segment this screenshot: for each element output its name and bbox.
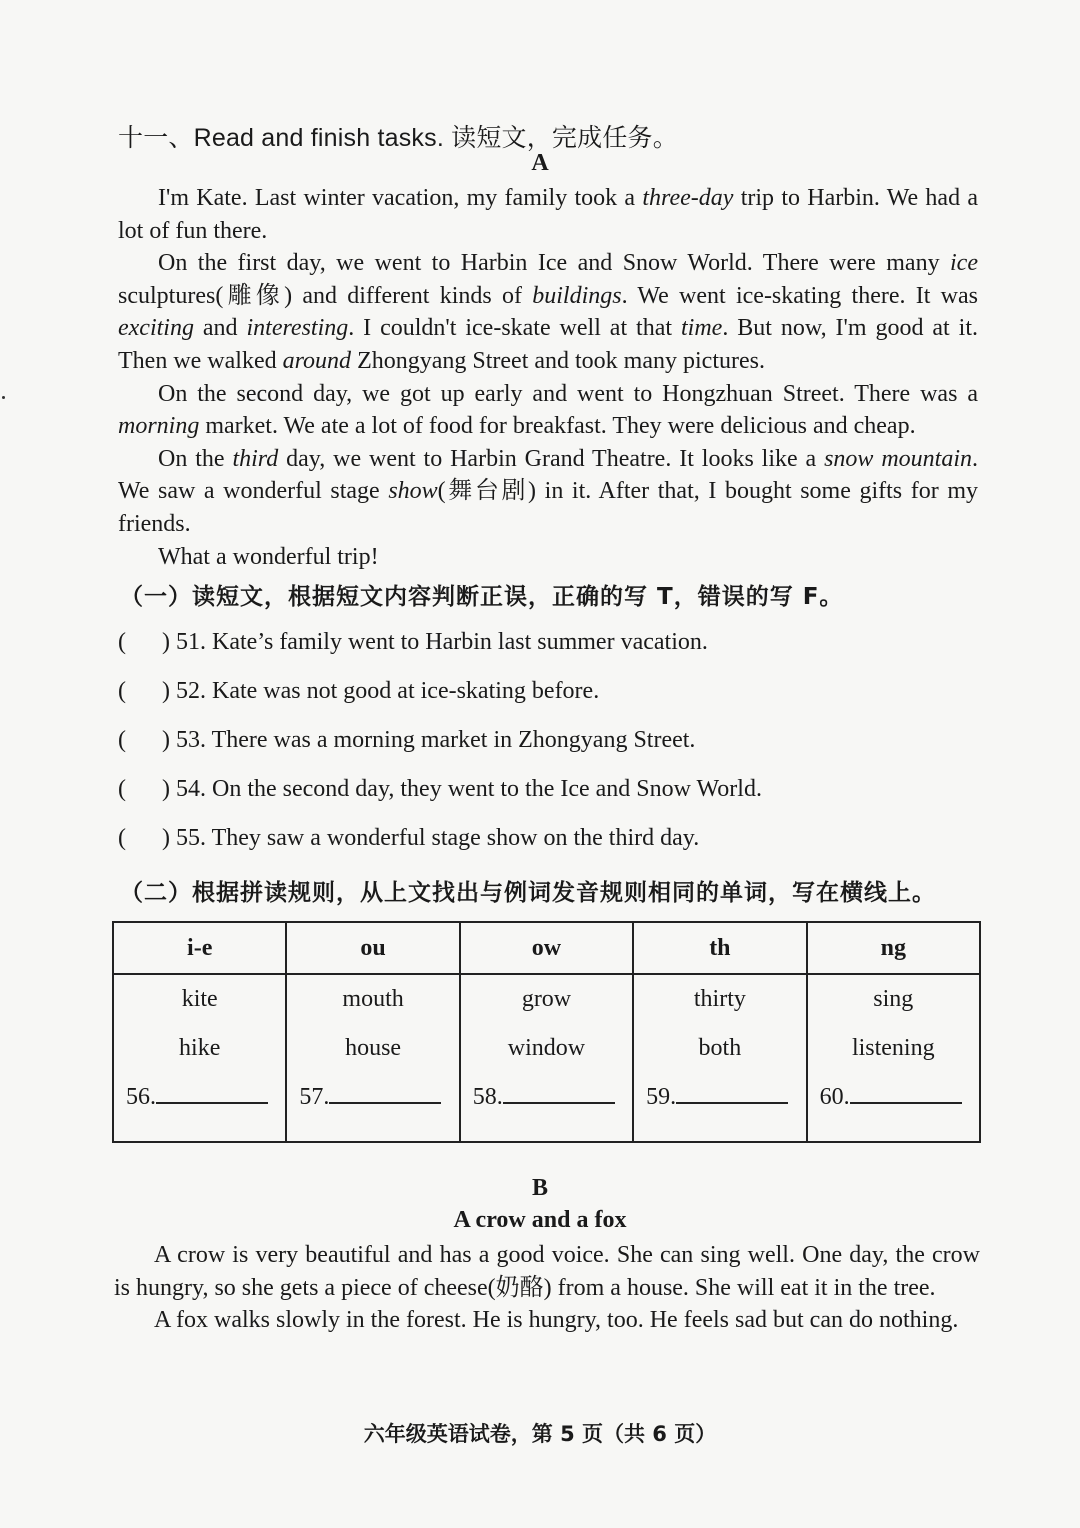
text-run: day, we went to Harbin Grand Theatre. It looks like a	[278, 445, 825, 472]
answer-blank-open[interactable]: (	[118, 678, 126, 704]
passage-b-title: A crow and a fox	[453, 1207, 627, 1233]
text-run: . But now, I'm good at it. Then we walked	[118, 315, 978, 374]
passage-a-paragraph	[118, 247, 978, 377]
answer-blank-open[interactable]: (	[118, 825, 126, 851]
text-run: and	[193, 315, 247, 342]
tf-statement: 54. On the second day, they went to the Ice and Snow World.	[176, 776, 762, 802]
example-word: both	[698, 1035, 742, 1061]
italic-word: three-day	[642, 185, 734, 211]
blank-number: 60.	[819, 1084, 850, 1110]
text-run: On the second day, we got up early and went to Hongzhuan Street. There was a	[158, 380, 978, 407]
italic-word: time	[680, 315, 723, 342]
example-word: hike	[179, 1035, 221, 1061]
tf-item	[118, 814, 978, 863]
text-run: sculptures(雕像) and different kinds of	[118, 282, 533, 309]
text-run: Zhongyang Street and took many pictures.	[351, 347, 765, 374]
blank-number: 56.	[126, 1084, 156, 1110]
blank-underline[interactable]	[156, 1076, 268, 1104]
phonics-header-cell: i-e	[113, 922, 286, 974]
example-word: kite	[181, 986, 218, 1012]
example-word: window	[507, 1035, 586, 1061]
phonics-header-cell: th	[633, 922, 806, 974]
text-run: On the first day, we went to Harbin Ice and Snow World. There were many	[158, 250, 951, 277]
italic-word: interesting	[246, 315, 349, 342]
italic-word: around	[282, 347, 352, 374]
italic-word: buildings	[532, 282, 622, 309]
answer-blank-open[interactable]: (	[118, 629, 126, 655]
phonics-column	[460, 974, 633, 1142]
blank-underline[interactable]	[503, 1076, 615, 1104]
text-run: I'm Kate. Last winter vacation, my family took a	[158, 185, 643, 211]
answer-blank-open[interactable]: (	[118, 776, 126, 802]
answer-blank[interactable]	[808, 1073, 979, 1122]
text-run: market. We ate a lot of food for breakfast. They were delicious and cheap.	[199, 413, 916, 440]
blank-underline[interactable]	[850, 1076, 962, 1104]
phonics-column	[113, 974, 286, 1142]
task1-instruction: （一）读短文，根据短文内容判断正误，正确的写 T，错误的写 F。	[120, 584, 844, 610]
tf-item	[118, 667, 978, 716]
page-footer: 六年级英语试卷，第 5 页（共 6 页）	[363, 1422, 717, 1446]
text-run: . We saw a wonderful stage	[118, 445, 978, 505]
example-word: mouth	[342, 986, 404, 1012]
blank-underline[interactable]	[329, 1076, 441, 1104]
tf-statement: 52. Kate was not good at ice-skating before.	[176, 678, 600, 704]
answer-blank-close: )	[162, 825, 170, 851]
passage-b-body	[114, 1239, 980, 1337]
answer-blank-close: )	[162, 629, 170, 655]
blank-number: 57.	[299, 1084, 330, 1110]
phonics-header-cell: ow	[460, 922, 633, 974]
text-run: . I couldn't ice-skate well at that	[348, 315, 681, 342]
phonics-header-row	[113, 922, 980, 974]
phonics-table	[112, 921, 981, 1143]
italic-word: show	[388, 478, 438, 505]
passage-a-paragraph	[118, 443, 978, 541]
answer-blank[interactable]	[114, 1073, 285, 1122]
answer-blank[interactable]	[461, 1073, 632, 1122]
passage-a-label: A	[531, 150, 549, 176]
phonics-column	[807, 974, 980, 1142]
blank-number: 59.	[646, 1084, 677, 1110]
text-run: . We went ice-skating there. It was	[621, 282, 978, 309]
phonics-body-row	[113, 974, 980, 1142]
italic-word: ice	[950, 250, 978, 277]
task2-instruction: （二）根据拼读规则，从上文找出与例词发音规则相同的单词，写在横线上。	[120, 880, 936, 906]
italic-word: exciting	[118, 315, 194, 342]
blank-underline[interactable]	[676, 1076, 788, 1104]
answer-blank[interactable]	[634, 1073, 805, 1122]
example-word: house	[345, 1035, 402, 1061]
italic-word: morning	[118, 413, 200, 440]
example-word: grow	[521, 986, 572, 1012]
passage-b-label: B	[531, 1175, 548, 1201]
passage-a-paragraph	[118, 182, 978, 247]
phonics-column	[633, 974, 806, 1142]
example-word: sing	[873, 986, 914, 1012]
section-title: 十一、Read and finish tasks. 读短文，完成任务。	[118, 124, 678, 152]
passage-a-paragraph	[118, 541, 978, 574]
example-word: thirty	[693, 986, 746, 1012]
text-run: What a wonderful trip!	[158, 543, 379, 570]
passage-b-paragraph: A crow is very beautiful and has a good voice. She can sing well. One day, the crow is hungry, so she gets a piece of cheese(奶酪) from a house. She will eat it in the tree.	[114, 1242, 980, 1301]
answer-blank-close: )	[162, 727, 170, 753]
answer-blank-open[interactable]: (	[118, 727, 126, 753]
text-run: On the	[158, 445, 233, 472]
answer-blank-close: )	[162, 776, 170, 802]
blank-number: 58.	[472, 1084, 503, 1110]
tf-statement: 53. There was a morning market in Zhongyang Street.	[176, 727, 696, 753]
true-false-list	[118, 618, 978, 863]
answer-blank-close: )	[162, 678, 170, 704]
tf-statement: 55. They saw a wonderful stage show on the third day.	[176, 825, 700, 851]
phonics-header-cell: ou	[286, 922, 459, 974]
phonics-column	[286, 974, 459, 1142]
scan-speck	[2, 396, 5, 399]
text-run: trip to Harbin. We had a lot of fun there.	[118, 185, 978, 244]
tf-statement: 51. Kate’s family went to Harbin last summer vacation.	[176, 629, 708, 655]
italic-word: third	[232, 445, 279, 472]
text-run: (舞台剧) in it. After that, I bought some gifts for my friends.	[118, 478, 978, 537]
passage-a-body	[118, 182, 978, 573]
tf-item	[118, 765, 978, 814]
example-word: listening	[851, 1035, 935, 1061]
tf-item	[118, 716, 978, 765]
answer-blank[interactable]	[287, 1073, 458, 1122]
passage-a-paragraph	[118, 378, 978, 443]
italic-word: snow mountain	[824, 445, 972, 472]
phonics-header-cell: ng	[807, 922, 980, 974]
tf-item	[118, 618, 978, 667]
passage-b-paragraph: A fox walks slowly in the forest. He is hungry, too. He feels sad but can do nothing.	[154, 1307, 959, 1334]
